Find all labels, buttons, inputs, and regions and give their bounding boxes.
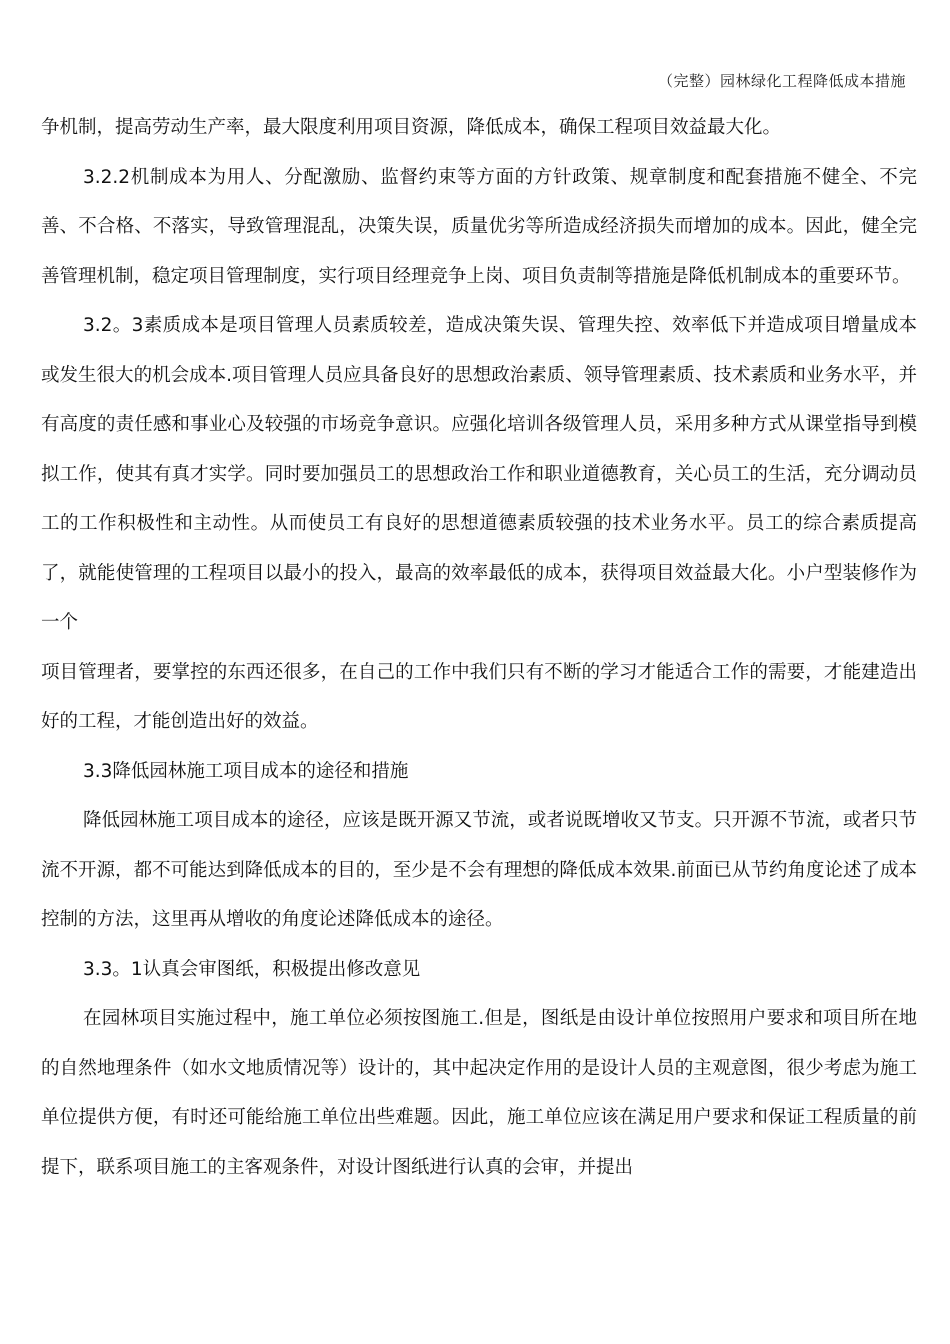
paragraph-continuation: 项目管理者，要掌控的东西还很多，在自己的工作中我们只有不断的学习才能适合工作的需要，才能建造出好的工程，才能创造出好的效益。 <box>41 661 917 732</box>
paragraph-3-3-1-body: 在园林项目实施过程中，施工单位必须按图施工.但是，图纸是由设计单位按照用户要求和项目所在地的自然地理条件（如水文地质情况等）设计的，其中起决定作用的是设计人员的主观意图，很少考虑为施工单位提供方便，有时还可能给施工单位出些难题。因此，施工单位应该在满足用户要求和保证工程质量的前提下，联系项目施工的主客观条件，对设计图纸进行认真的会审，并提出 <box>41 1008 917 1178</box>
page-header-title: （完整）园林绿化工程降低成本措施 <box>657 72 906 90</box>
paragraph-1: 争机制，提高劳动生产率，最大限度利用项目资源，降低成本，确保工程项目效益最大化。 <box>41 117 782 138</box>
paragraph-3-3-intro: 降低园林施工项目成本的途径，应该是既开源又节流，或者说既增收又节支。只开源不节流，或者只节流不开源，都不可能达到降低成本的目的，至少是不会有理想的降低成本效果.前面已从节约角度论述了成本控制的方法，这里再从增收的角度论述降低成本的途径。 <box>41 810 917 930</box>
paragraph-3-2-3: 3.2。3素质成本是项目管理人员素质较差，造成决策失误、管理失控、效率低下并造成项目增量成本或发生很大的机会成本.项目管理人员应具备良好的思想政治素质、领导管理素质、技术素质和业务水平，并有高度的责任感和事业心及较强的市场竞争意识。应强化培训各级管理人员，采用多种方式从课堂指导到模拟工作，使其有真才实学。同时要加强员工的思想政治工作和职业道德教育，关心员工的生活，充分调动员工的工作积极性和主动性。从而使员工有良好的思想道德素质较强的技术业务水平。员工的综合素质提高了，就能使管理的工程项目以最小的投入，最高的效率最低的成本，获得项目效益最大化。小户型装修作为一个 <box>41 315 917 633</box>
document-body <box>41 103 917 1192</box>
section-heading-3-3: 3.3降低园林施工项目成本的途径和措施 <box>83 760 409 782</box>
paragraph-3-2-2: 3.2.2机制成本为用人、分配激励、监督约束等方面的方针政策、规章制度和配套措施不健全、不完善、不合格、不落实，导致管理混乱，决策失误，质量优劣等所造成经济损失而增加的成本。因此，健全完善管理机制，稳定项目管理制度，实行项目经理竞争上岗、项目负责制等措施是降低机制成本的重要环节。 <box>41 166 917 287</box>
section-heading-3-3-1: 3.3。1认真会审图纸，积极提出修改意见 <box>83 958 421 980</box>
